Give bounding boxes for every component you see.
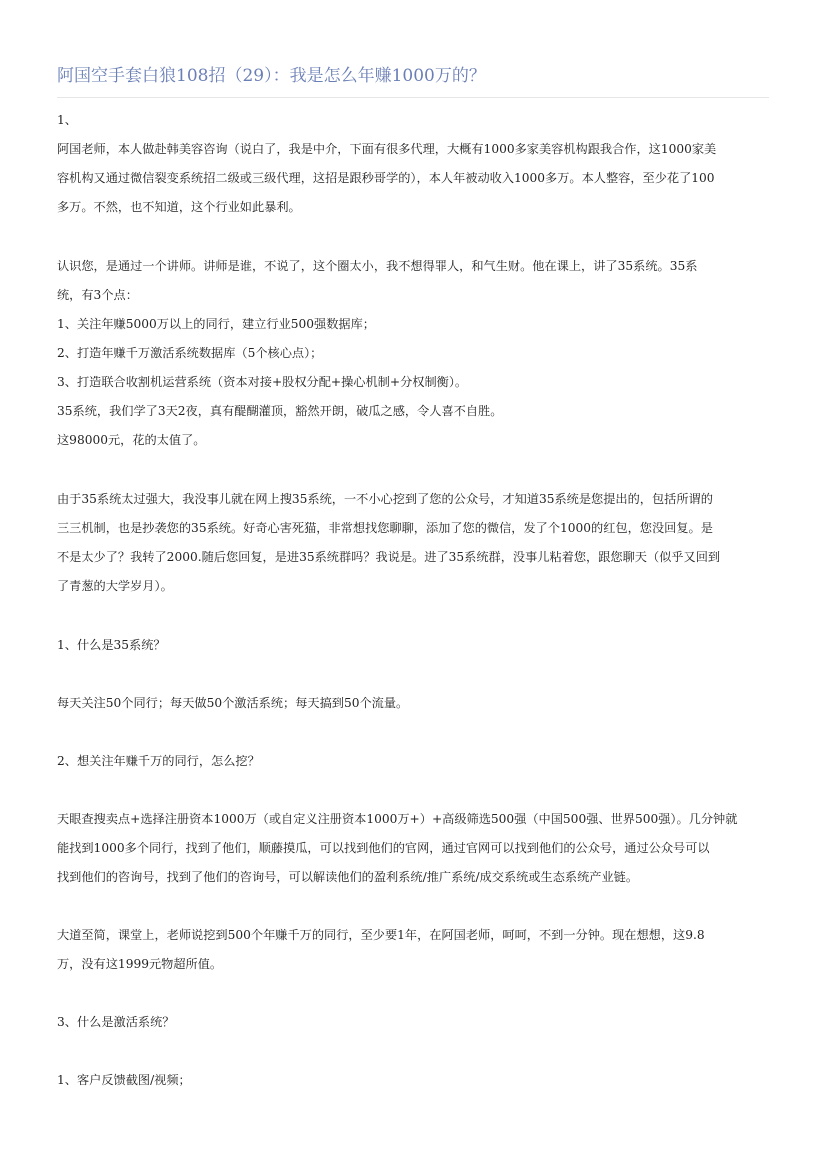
text-line: 认识您，是通过一个讲师。讲师是谁，不说了，这个圈太小，我不想得罪人，和气生财。他在课上，讲了35系统。35系 [57, 259, 698, 273]
section-heading: 3、什么是激活系统？ [57, 1015, 175, 1029]
text-line: 统，有3个点： [57, 288, 138, 302]
paragraph-35-system [57, 252, 773, 455]
text-line: 每天关注50个同行；每天做50个激活系统；每天搞到50个流量。 [57, 696, 409, 710]
text-line: 这98000元，花的太值了。 [57, 433, 206, 447]
paragraph-feedback [57, 1066, 773, 1095]
section-heading: 1、什么是35系统？ [57, 638, 166, 652]
text-line: 找到他们的咨询号，找到了他们的咨询号，可以解读他们的盈利系统/推广系统/成交系统或生态系统产业链。 [57, 870, 639, 884]
article-title: 阿国空手套白狼108招（29）：我是怎么年赚1000万的？ [57, 66, 486, 86]
paragraph-gap [57, 601, 773, 631]
paragraph-gap [57, 1037, 773, 1066]
text-line: 天眼查搜卖点+选择注册资本1000万（或自定义注册资本1000万+）+高级筛选500强（中国500强、世界500强）。几分钟就 [57, 812, 738, 826]
text-line: 三三机制，也是抄袭您的35系统。好奇心害死猫，非常想找您聊聊，添加了您的微信，发了个1000的红包，您没回复。是 [57, 521, 713, 535]
text-line: 了青葱的大学岁月）。 [57, 579, 173, 593]
paragraph-gap [57, 222, 773, 252]
list-item: 3、打造联合收割机运营系统（资本对接+股权分配+操心机制+分权制衡）。 [57, 375, 468, 389]
section-heading-2 [57, 747, 773, 776]
paragraph-intro [57, 135, 773, 222]
text-line: 35系统，我们学了3天2夜，真有醍醐灌顶，豁然开朗，破瓜之感，令人喜不自胜。 [57, 404, 503, 418]
list-item: 1、客户反馈截图/视频； [57, 1073, 191, 1087]
text-line: 大道至简，课堂上，老师说挖到500个年赚千万的同行，至少要1年，在阿国老师，呵呵，不到一分钟。现在想想，这9.8 [57, 928, 705, 942]
list-item: 2、打造年赚千万激活系统数据库（5个核心点）； [57, 346, 323, 360]
paragraph-gap [57, 776, 773, 805]
paragraph-gap [57, 892, 773, 921]
text-line: 由于35系统太过强大，我没事儿就在网上搜35系统，一不小心挖到了您的公众号，才知道35系统是您提出的，包括所谓的 [57, 492, 713, 506]
paragraph-gap [57, 455, 773, 485]
text-line: 1、 [57, 113, 77, 127]
paragraph-daily [57, 689, 773, 718]
paragraph-summary [57, 921, 773, 979]
article-body [57, 106, 773, 1095]
paragraph-gap [57, 718, 773, 747]
paragraph-story [57, 485, 773, 601]
section-heading-1 [57, 631, 773, 660]
paragraph-number [57, 106, 773, 135]
text-line: 阿国老师，本人做赴韩美容咨询（说白了，我是中介，下面有很多代理，大概有1000多家美容机构跟我合作，这1000家美 [57, 142, 717, 156]
text-line: 容机构又通过微信裂变系统招二级或三级代理，这招是跟秒哥学的），本人年被动收入1000多万。本人整容，至少花了100 [57, 171, 715, 185]
title-divider [57, 97, 769, 98]
list-item: 1、关注年赚5000万以上的同行，建立行业500强数据库； [57, 317, 375, 331]
section-heading: 2、想关注年赚千万的同行，怎么挖？ [57, 754, 260, 768]
text-line: 多万。不然，也不知道，这个行业如此暴利。 [57, 200, 301, 214]
text-line: 不是太少了？我转了2000.随后您回复，是进35系统群吗？我说是。进了35系统群，没事儿粘着您，跟您聊天（似乎又回到 [57, 550, 721, 564]
section-heading-3 [57, 1008, 773, 1037]
text-line: 万，没有这1999元物超所值。 [57, 957, 223, 971]
paragraph-tianyancha [57, 805, 773, 892]
paragraph-gap [57, 660, 773, 689]
paragraph-gap [57, 979, 773, 1008]
text-line: 能找到1000多个同行，找到了他们，顺藤摸瓜，可以找到他们的官网，通过官网可以找到他们的公众号，通过公众号可以 [57, 841, 710, 855]
